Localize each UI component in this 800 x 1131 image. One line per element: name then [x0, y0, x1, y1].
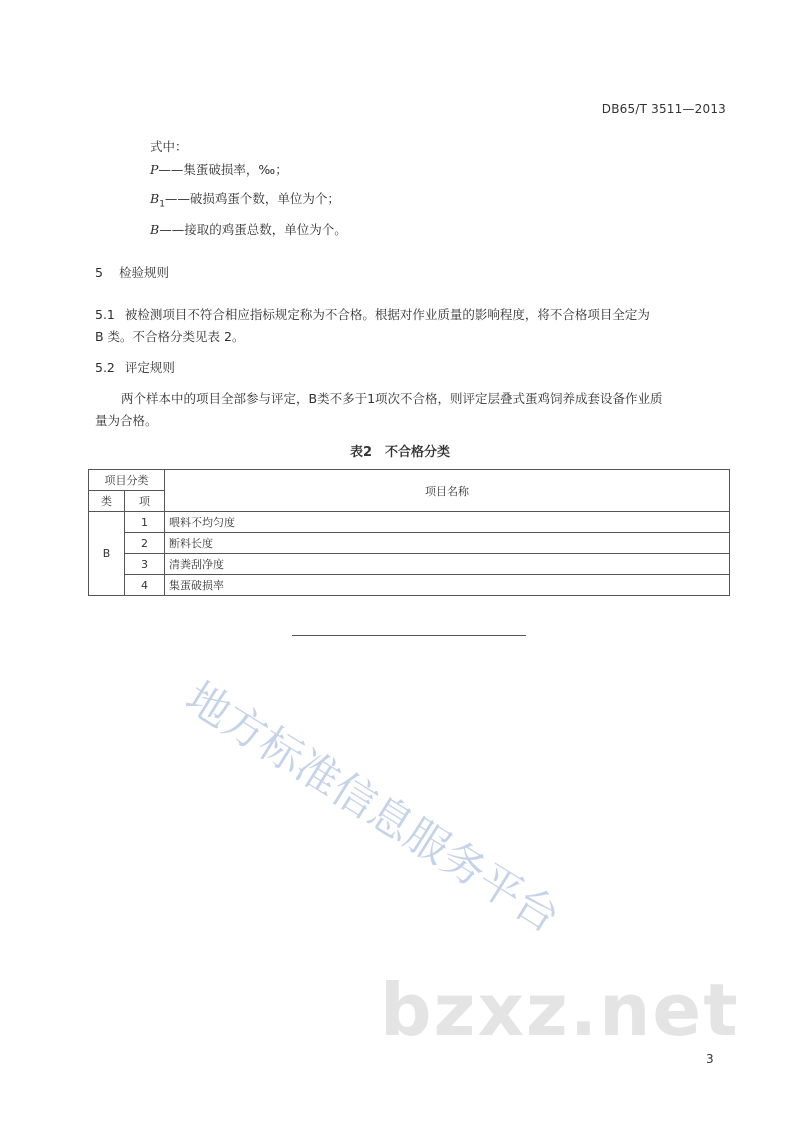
header-class: 类 [89, 491, 125, 512]
item-name-cell: 断料长度 [165, 533, 730, 554]
end-rule [292, 635, 526, 636]
var-symbol: B [150, 191, 160, 206]
clause-number: 5.1 [95, 307, 115, 322]
watermark-cn: 地方标准信息服务平台 [176, 672, 568, 943]
clause-text: 被检测项目不符合相应指标规定称为不合格。根据对作业质量的影响程度，将不合格项目全定为 [124, 307, 650, 322]
item-name-cell: 集蛋破损率 [165, 575, 730, 596]
clause-5-2-heading [95, 358, 175, 376]
watermark-en: bzxz.net [380, 968, 740, 1052]
section-title: 检验规则 [118, 265, 169, 280]
class-cell: B [89, 512, 125, 596]
section-5-heading [95, 263, 169, 281]
clause-5-2-line1: 两个样本中的项目全部参与评定，B类不多于1项次不合格，则评定层叠式蛋鸡饲养成套设备作业质 [121, 391, 663, 406]
page-number: 3 [706, 1052, 714, 1066]
section-number: 5 [95, 265, 103, 280]
var-desc: ——破损鸡蛋个数，单位为个； [164, 191, 340, 206]
formula-var-b1 [150, 189, 340, 210]
header-item-name: 项目名称 [165, 470, 730, 512]
formula-intro: 式中： [150, 139, 188, 154]
header-item-class: 项目分类 [89, 470, 165, 491]
var-desc: ——集蛋破损率，‰； [158, 162, 288, 177]
formula-var-b [150, 220, 347, 238]
table-2-caption: 表2 不合格分类 [349, 445, 451, 460]
formula-var-p [150, 160, 288, 178]
clause-title: 评定规则 [124, 360, 175, 375]
item-name-cell: 喂料不均匀度 [165, 512, 730, 533]
item-no-cell: 1 [125, 512, 165, 533]
doc-code-header: DB65/T 3511—2013 [601, 102, 726, 116]
var-desc: ——接取的鸡蛋总数，单位为个。 [159, 222, 347, 237]
clause-5-2-line2: 量为合格。 [95, 413, 158, 428]
var-symbol: P [150, 162, 159, 177]
var-subscript: 1 [159, 199, 165, 210]
table-row [89, 512, 730, 533]
item-no-cell: 2 [125, 533, 165, 554]
table-header-row [89, 470, 730, 491]
table-row [89, 533, 730, 554]
clause-number: 5.2 [95, 360, 115, 375]
var-symbol: B [150, 222, 160, 237]
item-name-cell: 清粪刮净度 [165, 554, 730, 575]
clause-5-1-line1 [95, 305, 650, 323]
header-item-no: 项 [125, 491, 165, 512]
item-no-cell: 4 [125, 575, 165, 596]
nonconformity-table [88, 469, 730, 596]
table-row [89, 575, 730, 596]
clause-5-1-line2: B 类。不合格分类见表 2。 [95, 329, 245, 344]
table-row [89, 554, 730, 575]
item-no-cell: 3 [125, 554, 165, 575]
